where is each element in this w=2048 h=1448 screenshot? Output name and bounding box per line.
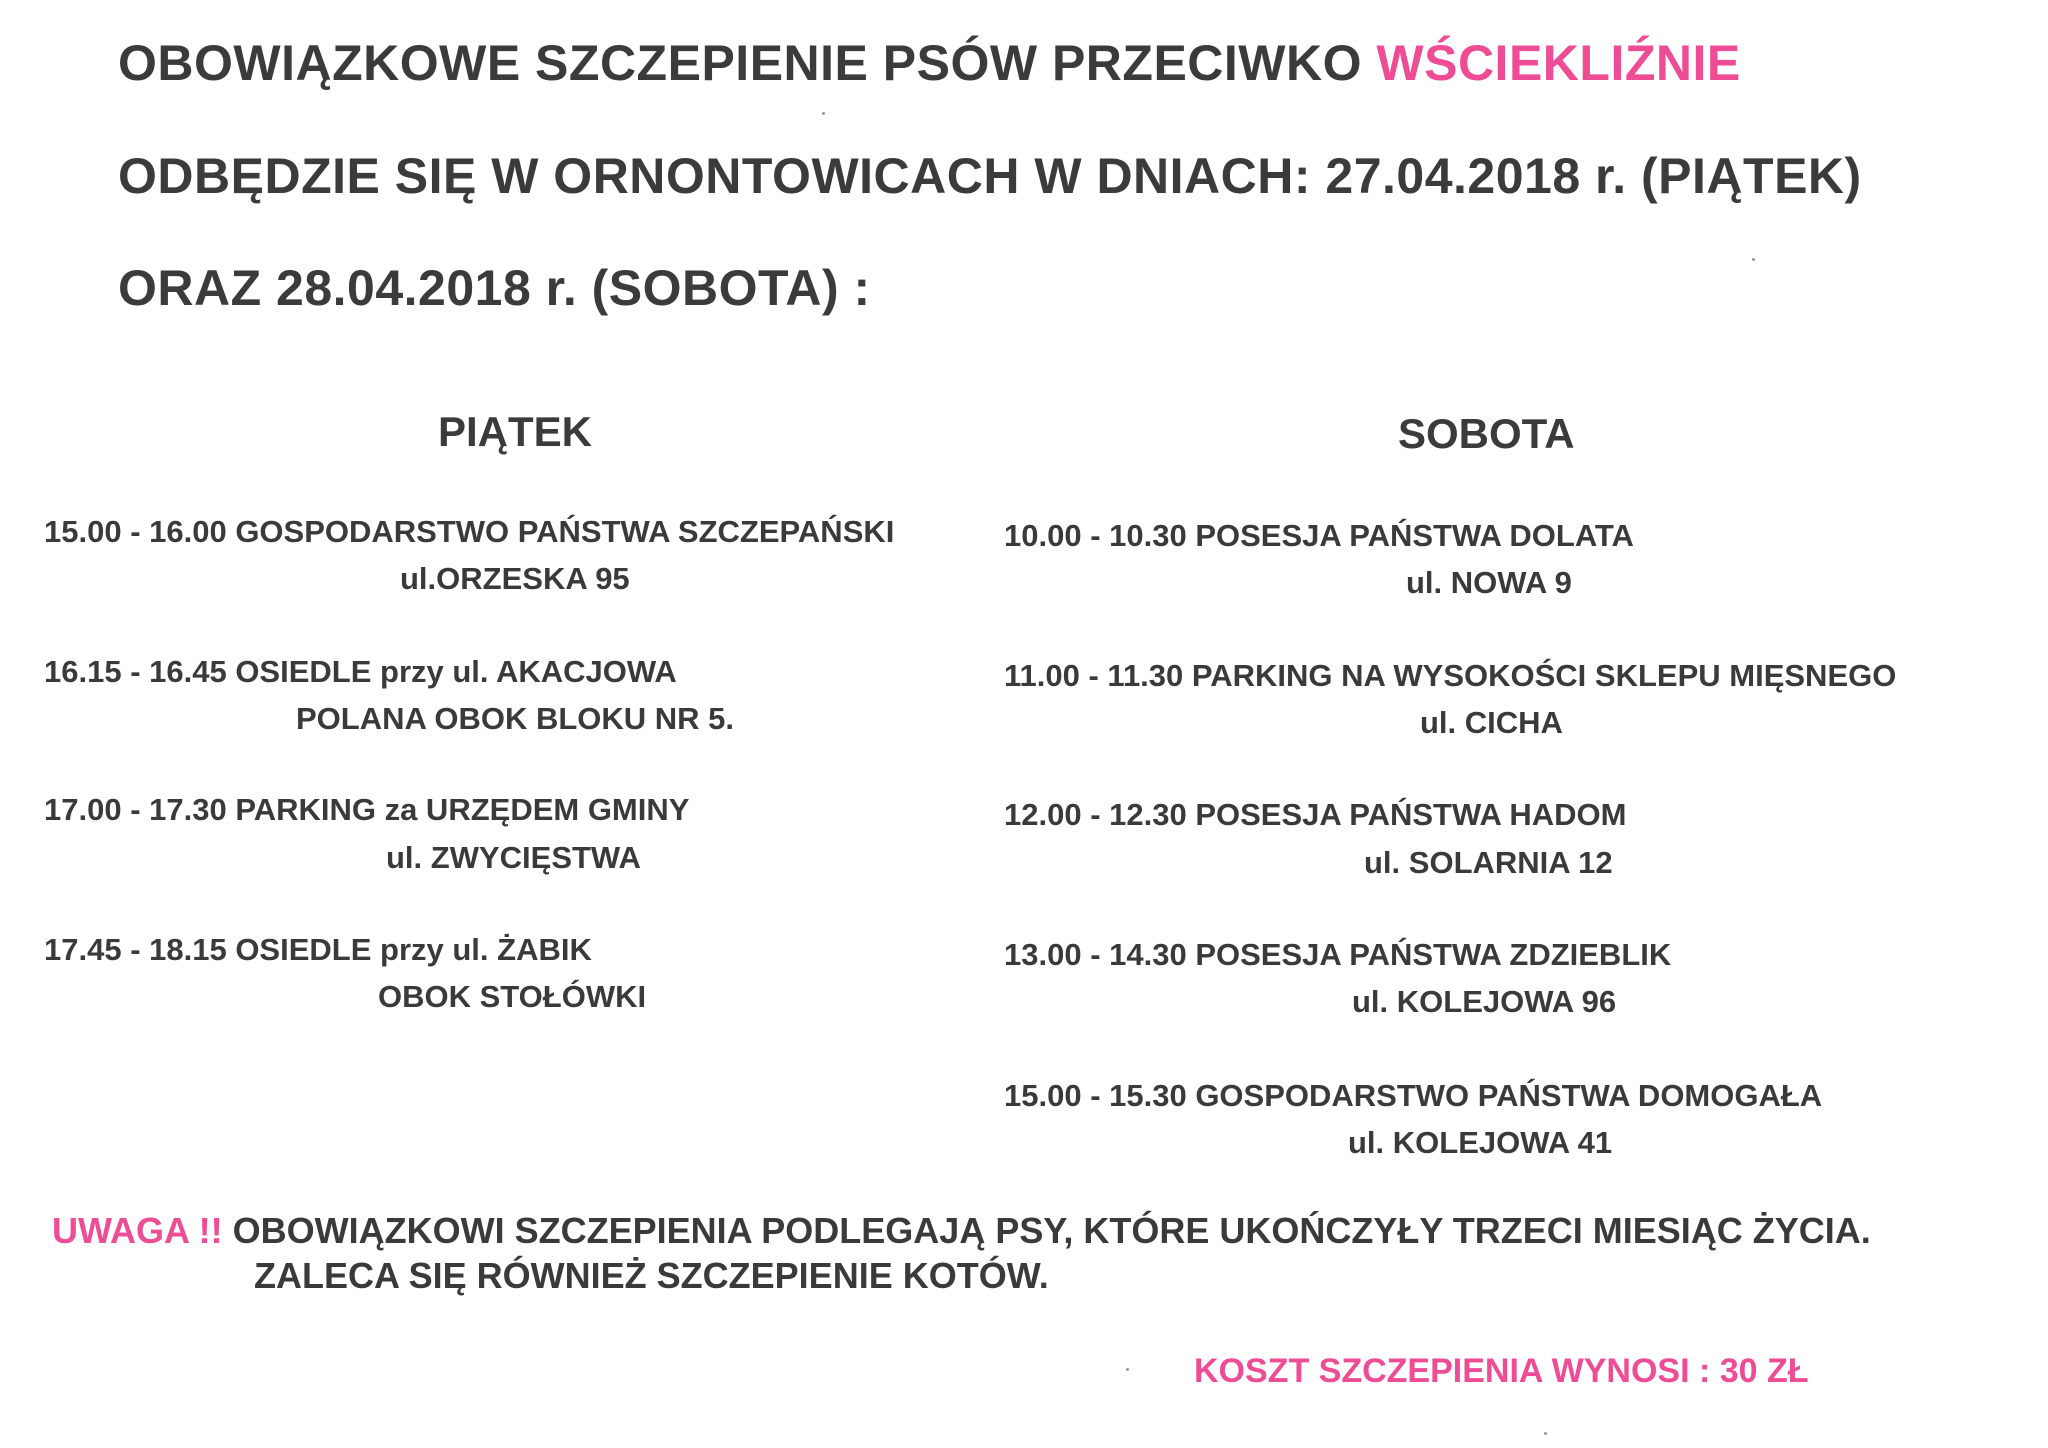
saturday-entry-4-time-place: 13.00 - 14.30 POSESJA PAŃSTWA ZDZIEBLIK xyxy=(1004,937,1672,972)
notice-text: OBOWIĄZKOWI SZCZEPIENIA PODLEGAJĄ PSY, KTÓRE UKOŃCZYŁY TRZECI MIESIĄC ŻYCIA. xyxy=(222,1210,1871,1251)
saturday-entry-2-address: ul. CICHA xyxy=(1420,705,1563,740)
notice-line-2: ZALECA SIĘ RÓWNIEŻ SZCZEPIENIE KOTÓW. xyxy=(254,1255,1049,1296)
notice-warning-label: UWAGA !! xyxy=(52,1210,223,1251)
friday-entry-2-address: POLANA OBOK BLOKU NR 5. xyxy=(296,701,735,736)
friday-entry-4-address: OBOK STOŁÓWKI xyxy=(378,979,647,1014)
scan-speck xyxy=(1544,1432,1547,1435)
scan-speck xyxy=(822,112,825,115)
scan-speck xyxy=(1752,258,1755,261)
vaccination-cost: KOSZT SZCZEPIENIA WYNOSI : 30 ZŁ xyxy=(1194,1352,1809,1390)
scan-speck xyxy=(1126,1368,1129,1371)
friday-entry-4-time-place: 17.45 - 18.15 OSIEDLE przy ul. ŻABIK xyxy=(44,932,592,967)
saturday-entry-4-address: ul. KOLEJOWA 96 xyxy=(1352,984,1617,1019)
title-line-3: ORAZ 28.04.2018 r. (SOBOTA) : xyxy=(118,260,871,316)
title-highlight-text: WŚCIEKLIŹNIE xyxy=(1376,35,1741,91)
saturday-entry-3-time-place: 12.00 - 12.30 POSESJA PAŃSTWA HADOM xyxy=(1004,797,1627,832)
saturday-heading: SOBOTA xyxy=(1398,410,1575,457)
saturday-entry-5-address: ul. KOLEJOWA 41 xyxy=(1348,1125,1613,1160)
title-main-text: OBOWIĄZKOWE SZCZEPIENIE PSÓW PRZECIWKO xyxy=(118,35,1377,91)
friday-entry-1-address: ul.ORZESKA 95 xyxy=(400,561,630,596)
saturday-entry-1-address: ul. NOWA 9 xyxy=(1406,565,1572,600)
friday-entry-2-time-place: 16.15 - 16.45 OSIEDLE przy ul. AKACJOWA xyxy=(44,654,677,689)
friday-entry-1-time-place: 15.00 - 16.00 GOSPODARSTWO PAŃSTWA SZCZEPAŃSKI xyxy=(44,514,895,549)
saturday-entry-2-time-place: 11.00 - 11.30 PARKING NA WYSOKOŚCI SKLEPU MIĘSNEGO xyxy=(1004,658,1897,693)
title-line-1 xyxy=(118,34,1741,92)
notice-line-1 xyxy=(52,1210,1871,1252)
friday-heading: PIĄTEK xyxy=(438,408,593,455)
friday-entry-3-address: ul. ZWYCIĘSTWA xyxy=(386,840,641,875)
saturday-entry-1-time-place: 10.00 - 10.30 POSESJA PAŃSTWA DOLATA xyxy=(1004,518,1634,553)
title-line-2: ODBĘDZIE SIĘ W ORNONTOWICACH W DNIACH: 27.04.2018 r. (PIĄTEK) xyxy=(118,148,1862,204)
saturday-entry-5-time-place: 15.00 - 15.30 GOSPODARSTWO PAŃSTWA DOMOGAŁA xyxy=(1004,1078,1823,1113)
saturday-entry-3-address: ul. SOLARNIA 12 xyxy=(1364,845,1613,880)
friday-entry-3-time-place: 17.00 - 17.30 PARKING za URZĘDEM GMINY xyxy=(44,792,690,827)
